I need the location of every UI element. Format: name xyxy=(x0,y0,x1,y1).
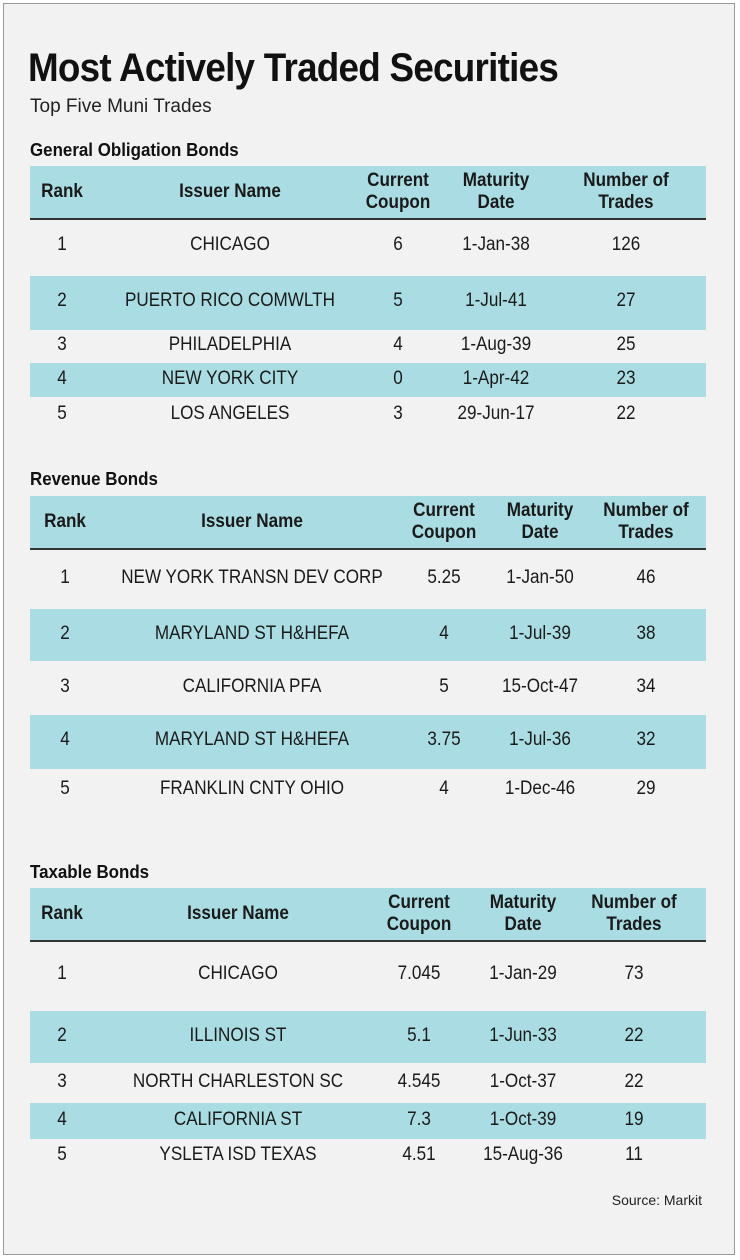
table-cell: 15-Oct-47 xyxy=(501,676,579,697)
table-cell: 1-Jul-39 xyxy=(509,623,571,644)
page-title: Most Actively Traded Securities xyxy=(28,46,559,90)
table-cell: 23 xyxy=(616,368,636,389)
table-cell: 1-Jul-36 xyxy=(509,729,571,750)
table-cell: 1-Jan-38 xyxy=(462,234,530,255)
column-header: Maturity Date xyxy=(462,170,530,213)
table-cell: 19 xyxy=(624,1109,644,1130)
table-cell: 3 xyxy=(57,1071,67,1092)
table-cell: 22 xyxy=(616,403,636,424)
table-cell: 1 xyxy=(60,567,70,588)
table-cell: 6 xyxy=(393,234,403,255)
column-header: Rank xyxy=(41,181,83,202)
table-cell: 1-Aug-39 xyxy=(460,334,532,355)
table-cell: 29-Jun-17 xyxy=(457,403,535,424)
table-cell: 126 xyxy=(611,234,641,255)
table-cell: PUERTO RICO COMWLTH xyxy=(125,290,335,311)
table-cell: 5 xyxy=(439,676,449,697)
table-cell: ILLINOIS ST xyxy=(189,1025,287,1046)
table-cell: 2 xyxy=(57,1025,67,1046)
column-header: Rank xyxy=(44,511,86,532)
table-cell: 0 xyxy=(393,368,403,389)
column-header: Issuer Name xyxy=(201,511,303,532)
table-cell: 32 xyxy=(636,729,656,750)
table-cell: 1-Oct-37 xyxy=(489,1071,557,1092)
table-cell: 25 xyxy=(616,334,636,355)
table-cell: CHICAGO xyxy=(190,234,270,255)
table-cell: 3 xyxy=(57,334,67,355)
table-cell: 5.25 xyxy=(427,567,461,588)
column-header: Current Coupon xyxy=(365,170,431,213)
table-cell: 1-Dec-46 xyxy=(504,778,576,799)
table-cell: 4 xyxy=(439,623,449,644)
table-cell: 38 xyxy=(636,623,656,644)
table-cell: NORTH CHARLESTON SC xyxy=(132,1071,344,1092)
table-title: Taxable Bonds xyxy=(30,862,150,882)
table-cell: NEW YORK TRANSN DEV CORP xyxy=(121,567,383,588)
table-cell: 5 xyxy=(393,290,403,311)
column-header: Number of Trades xyxy=(583,170,669,213)
table-cell: NEW YORK CITY xyxy=(161,368,299,389)
table-cell: 4 xyxy=(57,1109,67,1130)
table-cell: 3.75 xyxy=(427,729,461,750)
table-cell: 2 xyxy=(60,623,70,644)
table-cell: 22 xyxy=(624,1025,644,1046)
table-cell: PHILADELPHIA xyxy=(168,334,292,355)
table-cell: 4.51 xyxy=(402,1144,436,1165)
table-cell: 7.045 xyxy=(397,963,441,984)
table-cell: 1 xyxy=(57,234,67,255)
table-title: General Obligation Bonds xyxy=(30,140,239,160)
column-header: Issuer Name xyxy=(187,903,289,924)
table-cell: 5 xyxy=(57,403,67,424)
table-cell: MARYLAND ST H&HEFA xyxy=(154,729,350,750)
page-subtitle: Top Five Muni Trades xyxy=(30,96,212,117)
table-cell: 1-Apr-42 xyxy=(462,368,530,389)
table-cell: MARYLAND ST H&HEFA xyxy=(154,623,350,644)
table-cell: 1-Jan-50 xyxy=(506,567,574,588)
table-cell: 11 xyxy=(625,1144,643,1165)
column-header: Current Coupon xyxy=(411,500,477,543)
table-cell: 34 xyxy=(636,676,656,697)
column-header: Rank xyxy=(41,903,83,924)
table-cell: 5 xyxy=(60,778,70,799)
table-title: Revenue Bonds xyxy=(30,469,158,489)
table-cell: 1-Jul-41 xyxy=(465,290,527,311)
table-cell: 46 xyxy=(636,567,656,588)
table-cell: 22 xyxy=(624,1071,644,1092)
table-cell: CHICAGO xyxy=(198,963,278,984)
table-cell: 5 xyxy=(57,1144,67,1165)
table-cell: 1-Jan-29 xyxy=(489,963,557,984)
table-cell: YSLETA ISD TEXAS xyxy=(159,1144,317,1165)
table-cell: 3 xyxy=(60,676,70,697)
table-cell: 1-Jun-33 xyxy=(489,1025,557,1046)
table-cell: 4 xyxy=(393,334,403,355)
table-cell: 2 xyxy=(57,290,67,311)
source-note: Source: Markit xyxy=(611,1192,702,1208)
table-cell: 1 xyxy=(57,963,67,984)
table-cell: 4 xyxy=(60,729,70,750)
column-header: Number of Trades xyxy=(603,500,689,543)
table-cell: CALIFORNIA ST xyxy=(173,1109,303,1130)
table-cell: 15-Aug-36 xyxy=(483,1144,563,1165)
table-cell: 27 xyxy=(616,290,636,311)
table-cell: 7.3 xyxy=(407,1109,431,1130)
table-cell: 5.1 xyxy=(407,1025,431,1046)
table-cell: LOS ANGELES xyxy=(170,403,290,424)
column-header: Issuer Name xyxy=(179,181,281,202)
table-cell: FRANKLIN CNTY OHIO xyxy=(159,778,345,799)
table-cell: 73 xyxy=(624,963,644,984)
table-cell: 4 xyxy=(57,368,67,389)
table-cell: 3 xyxy=(393,403,403,424)
column-header: Maturity Date xyxy=(489,892,557,935)
table-cell: CALIFORNIA PFA xyxy=(182,676,322,697)
table-cell: 29 xyxy=(636,778,656,799)
column-header: Number of Trades xyxy=(591,892,677,935)
column-header: Maturity Date xyxy=(506,500,574,543)
column-header: Current Coupon xyxy=(386,892,452,935)
table-cell: 4 xyxy=(439,778,449,799)
table-cell: 4.545 xyxy=(397,1071,441,1092)
table-cell: 1-Oct-39 xyxy=(489,1109,557,1130)
